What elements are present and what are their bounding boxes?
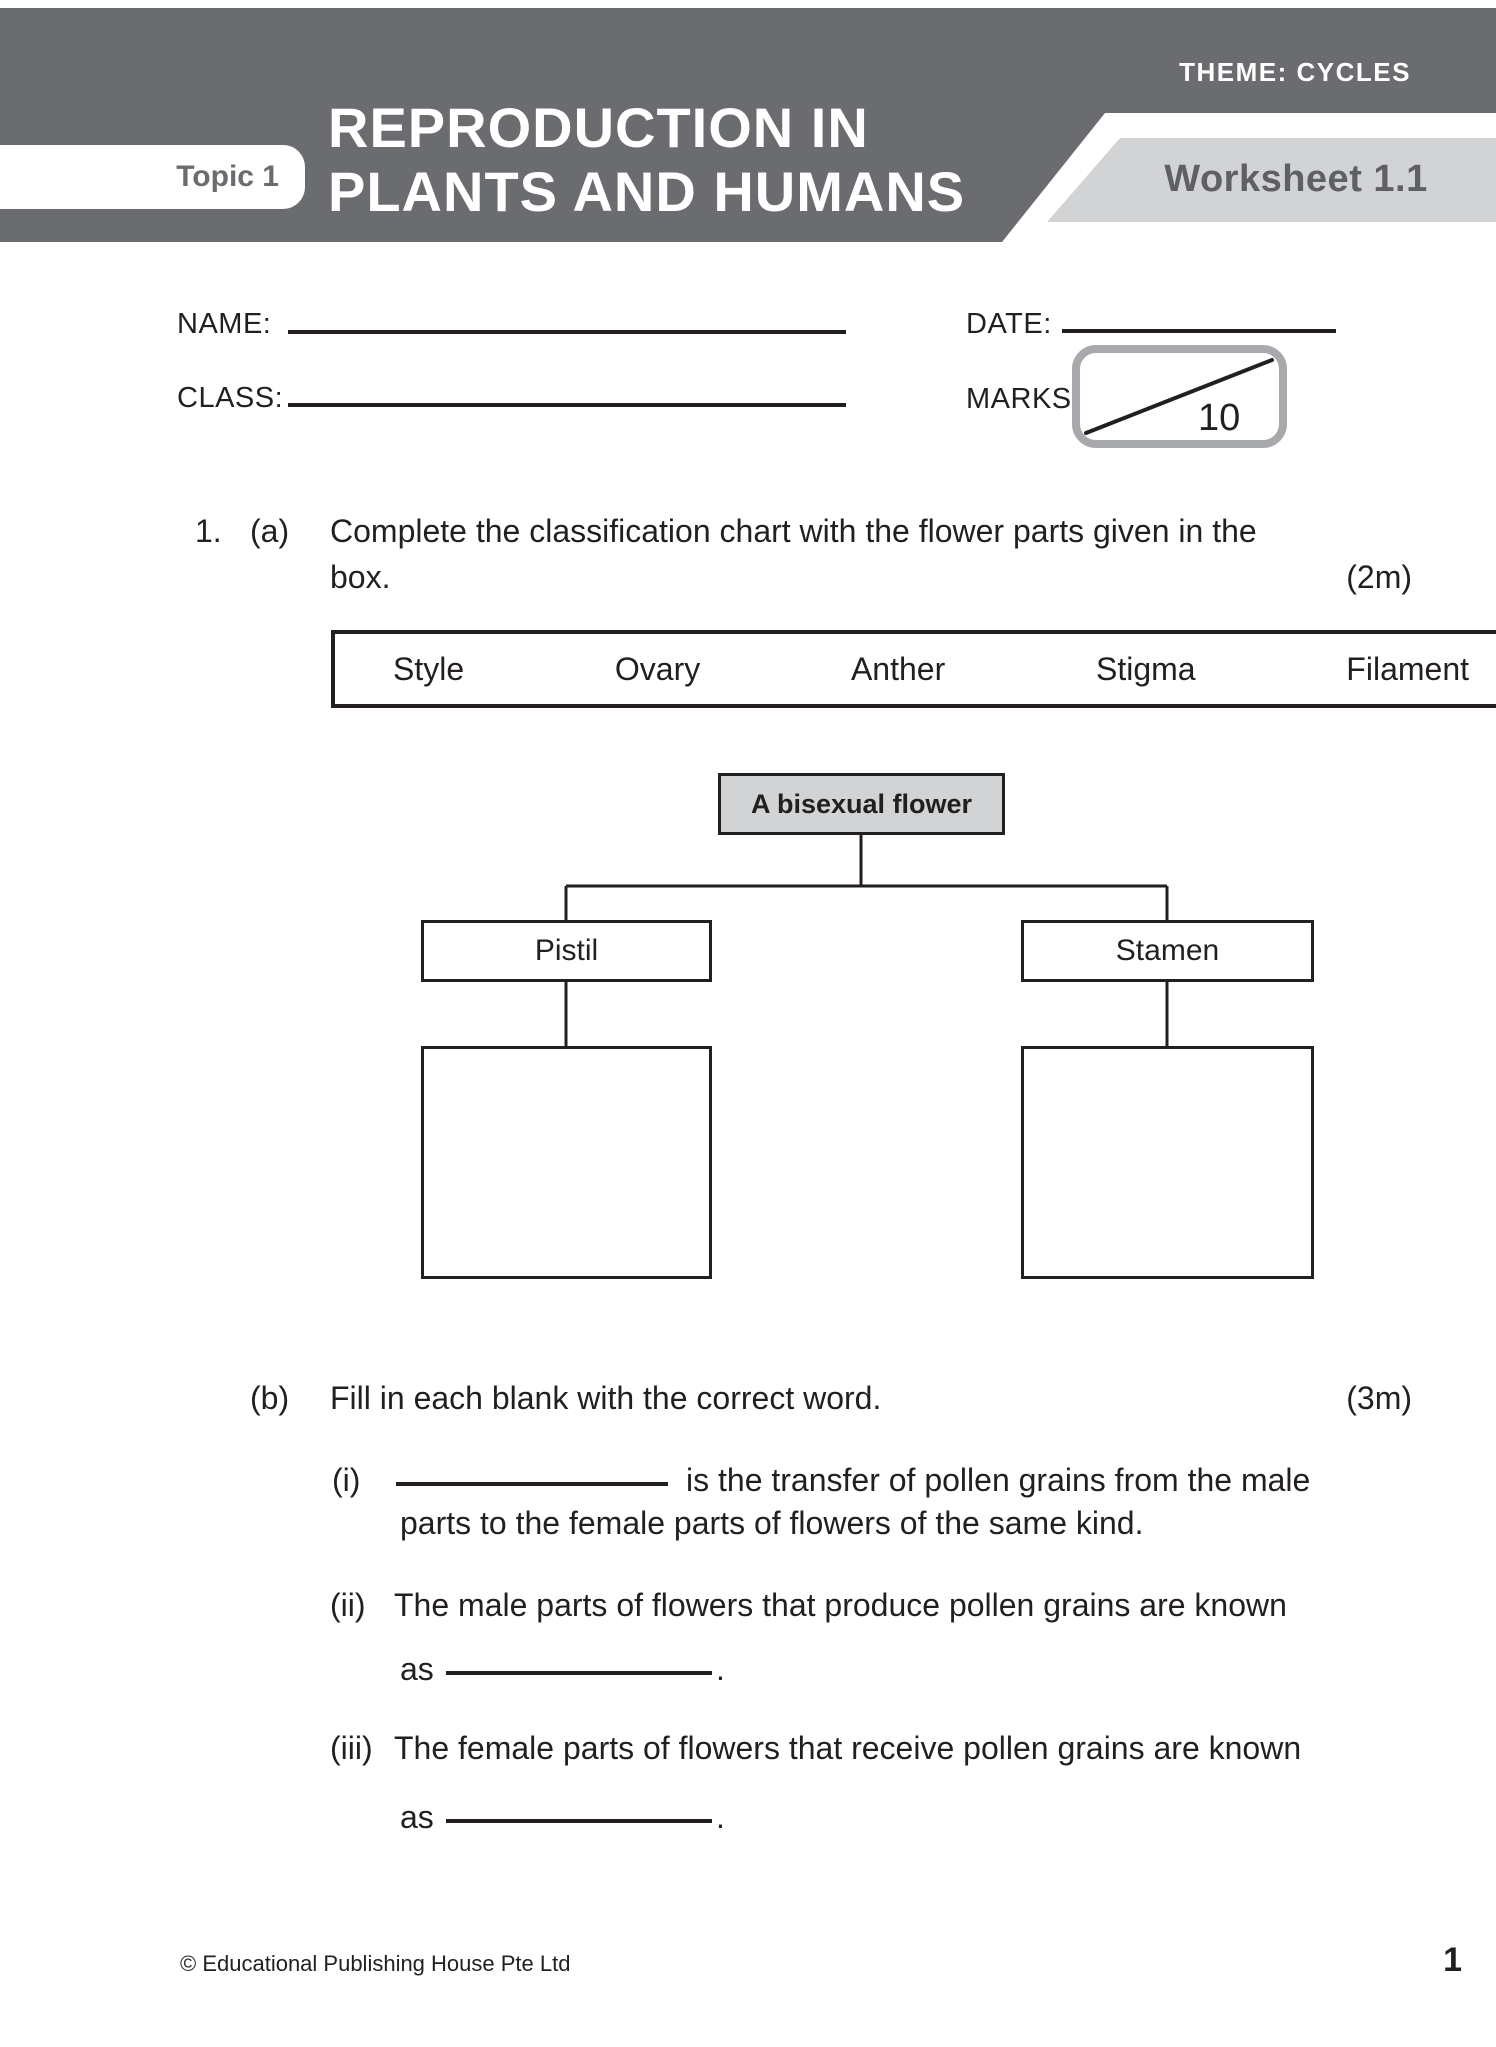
item-i-text-line2: parts to the female parts of flowers of the same kind. xyxy=(400,1505,1144,1541)
word-bank-item: Anther xyxy=(850,650,946,687)
question-number: 1. xyxy=(195,513,222,549)
item-i-text-line1: is the transfer of pollen grains from the male xyxy=(686,1462,1311,1498)
item-iii-prefix: as xyxy=(400,1799,434,1835)
chart-stamen-box: Stamen xyxy=(1021,920,1314,982)
part-a-marks: (2m) xyxy=(1346,559,1412,595)
item-ii-suffix: . xyxy=(716,1651,725,1687)
date-label: DATE: xyxy=(966,308,1052,340)
item-i-label: (i) xyxy=(332,1462,361,1498)
item-ii-prefix: as xyxy=(400,1651,434,1687)
item-iii-text-line1: The female parts of flowers that receive pollen grains are known xyxy=(394,1730,1302,1766)
word-bank-item: Style xyxy=(393,650,465,687)
part-b-label: (b) xyxy=(250,1380,290,1416)
part-a-text-line1: Complete the classification chart with the flower parts given in the xyxy=(330,513,1257,549)
item-ii-blank-line[interactable] xyxy=(446,1671,712,1675)
chart-pistil-box: Pistil xyxy=(421,920,712,982)
worksheet-number-label: Worksheet 1.1 xyxy=(1164,158,1428,200)
item-i-blank-line[interactable] xyxy=(396,1482,668,1486)
word-bank-item: Stigma xyxy=(1095,650,1196,687)
page-title-line1: REPRODUCTION IN xyxy=(328,96,869,159)
item-iii-blank-line[interactable] xyxy=(446,1819,712,1823)
page-title-line2: PLANTS AND HUMANS xyxy=(328,160,966,223)
item-iii-suffix: . xyxy=(716,1799,725,1835)
marks-label: MARKS xyxy=(966,383,1072,415)
chart-answer-box-right[interactable] xyxy=(1021,1046,1314,1279)
theme-label: THEME: CYCLES xyxy=(1179,57,1411,87)
marks-total-value: 10 xyxy=(1198,397,1241,439)
item-ii-text-line1: The male parts of flowers that produce pollen grains are known xyxy=(394,1587,1287,1623)
topic-badge-label: Topic 1 xyxy=(176,160,279,193)
chart-answer-box-left[interactable] xyxy=(421,1046,712,1279)
part-b-marks: (3m) xyxy=(1346,1380,1412,1416)
item-iii-label: (iii) xyxy=(330,1730,373,1766)
part-a-text-line2: box. xyxy=(330,559,391,595)
copyright-text: © Educational Publishing House Pte Ltd xyxy=(180,1951,571,1976)
part-a-label: (a) xyxy=(250,513,290,549)
name-label: NAME: xyxy=(177,308,272,340)
word-bank-item: Filament xyxy=(1346,650,1469,687)
chart-root-box: A bisexual flower xyxy=(718,773,1005,835)
page-number: 1 xyxy=(1443,1941,1462,1979)
part-b-prompt: Fill in each blank with the correct word. xyxy=(330,1380,882,1416)
item-ii-label: (ii) xyxy=(330,1587,366,1623)
word-bank-item: Ovary xyxy=(614,650,701,687)
class-label: CLASS: xyxy=(177,382,284,414)
